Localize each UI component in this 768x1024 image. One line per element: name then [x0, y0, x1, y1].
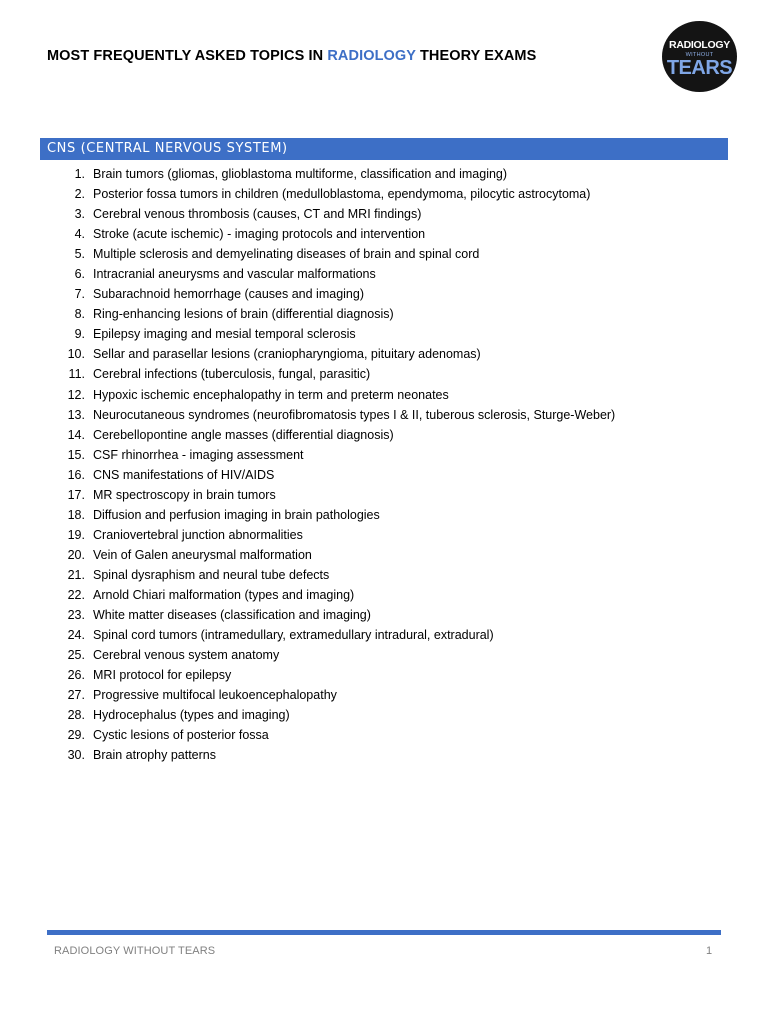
list-item-number: 12.	[67, 387, 85, 402]
list-item	[60, 745, 740, 765]
list-item-text: MRI protocol for epilepsy	[93, 668, 232, 683]
page-number: 1	[706, 945, 713, 957]
list-item-number: 15.	[67, 447, 85, 462]
list-item-number: 30.	[67, 748, 85, 763]
list-item-number: 2.	[74, 187, 85, 202]
list-item-text: Spinal dysraphism and neural tube defects	[93, 567, 330, 582]
title-prefix: MOST FREQUENTLY ASKED TOPICS IN	[47, 48, 328, 64]
list-item-text: Diffusion and perfusion imaging in brain pathologies	[93, 507, 380, 522]
list-item	[60, 304, 740, 324]
list-item-number: 8.	[74, 307, 85, 322]
list-item-text: Craniovertebral junction abnormalities	[93, 527, 303, 542]
list-item-number: 11.	[68, 367, 85, 382]
list-item-text: CNS manifestations of HIV/AIDS	[93, 467, 275, 482]
list-item	[60, 425, 740, 445]
list-item-number: 21.	[67, 567, 85, 582]
list-item-text: Epilepsy imaging and mesial temporal sclerosis	[93, 327, 356, 342]
list-item	[60, 665, 740, 685]
list-item-number: 7.	[74, 287, 85, 302]
list-item	[60, 585, 740, 605]
list-item-number: 27.	[67, 688, 85, 703]
list-item-text: Posterior fossa tumors in children (medulloblastoma, ependymoma, pilocytic astrocytoma)	[93, 187, 591, 202]
list-item	[60, 204, 740, 224]
list-item-text: Cerebral venous system anatomy	[93, 648, 280, 663]
list-item	[60, 685, 740, 705]
list-item-text: Vein of Galen aneurysmal malformation	[93, 547, 312, 562]
list-item-text: Stroke (acute ischemic) - imaging protocols and intervention	[93, 227, 426, 242]
list-item	[60, 705, 740, 725]
section-heading-cns: CNS (CENTRAL NERVOUS SYSTEM)	[40, 138, 728, 160]
list-item-number: 17.	[67, 487, 85, 502]
list-item	[60, 405, 740, 425]
radiology-without-tears-logo	[662, 21, 737, 92]
list-item-text: Hydrocephalus (types and imaging)	[93, 708, 290, 723]
list-item-number: 14.	[67, 427, 85, 442]
list-item	[60, 224, 740, 244]
list-item-number: 3.	[74, 207, 85, 222]
list-item-text: Cystic lesions of posterior fossa	[93, 728, 269, 743]
list-item-text: Cerebral venous thrombosis (causes, CT and MRI findings)	[93, 207, 422, 222]
list-item	[60, 645, 740, 665]
list-item-text: MR spectroscopy in brain tumors	[93, 487, 276, 502]
list-item-text: Ring-enhancing lesions of brain (differential diagnosis)	[93, 307, 394, 322]
list-item	[60, 364, 740, 384]
list-item-number: 22.	[67, 587, 85, 602]
list-item-text: Hypoxic ischemic encephalopathy in term and preterm neonates	[93, 387, 449, 402]
list-item	[60, 264, 740, 284]
list-item-number: 10.	[67, 347, 85, 362]
list-item-number: 29.	[67, 728, 85, 743]
list-item	[60, 485, 740, 505]
list-item	[60, 505, 740, 525]
list-item-text: Cerebellopontine angle masses (differential diagnosis)	[93, 427, 394, 442]
list-item	[60, 525, 740, 545]
footer-label: RADIOLOGY WITHOUT TEARS	[54, 945, 216, 957]
logo-line-tears: TEARS	[666, 57, 733, 79]
list-item-number: 4.	[74, 227, 85, 242]
list-item-number: 24.	[67, 628, 85, 643]
list-item-text: Sellar and parasellar lesions (craniopharyngioma, pituitary adenomas)	[93, 347, 481, 362]
list-item-text: White matter diseases (classification and imaging)	[93, 608, 371, 623]
list-item	[60, 164, 740, 184]
list-item-text: Progressive multifocal leukoencephalopathy	[93, 688, 337, 703]
list-item-text: Arnold Chiari malformation (types and imaging)	[93, 587, 355, 602]
list-item-text: Brain tumors (gliomas, glioblastoma multiforme, classification and imaging)	[93, 167, 508, 181]
list-item	[60, 725, 740, 745]
list-item	[60, 465, 740, 485]
list-item	[60, 344, 740, 364]
list-item-number: 26.	[67, 668, 85, 683]
list-item-number: 16.	[67, 467, 85, 482]
list-item-number: 1.	[74, 167, 85, 181]
list-item-number: 28.	[67, 708, 85, 723]
list-item-number: 19.	[67, 527, 85, 542]
list-item-text: Neurocutaneous syndromes (neurofibromatosis types I & II, tuberous sclerosis, Sturge-Weber)	[93, 407, 616, 422]
logo-line-radiology: RADIOLOGY	[669, 39, 730, 51]
list-item	[60, 184, 740, 204]
list-item-text: Multiple sclerosis and demyelinating diseases of brain and spinal cord	[93, 247, 480, 262]
logo-line-without: WITHOUT	[685, 52, 714, 58]
list-item	[60, 284, 740, 304]
list-item	[60, 324, 740, 344]
footer-divider	[47, 930, 721, 935]
list-item-number: 18.	[67, 507, 85, 522]
list-item-text: Subarachnoid hemorrhage (causes and imaging)	[93, 287, 364, 302]
list-item	[60, 445, 740, 465]
list-item-number: 25.	[67, 648, 85, 663]
list-item-number: 23.	[67, 608, 85, 623]
list-item-text: Brain atrophy patterns	[93, 748, 216, 763]
list-item	[60, 605, 740, 625]
list-item-number: 13.	[67, 407, 85, 422]
list-item-number: 6.	[74, 267, 85, 282]
list-item-number: 20.	[67, 547, 85, 562]
list-item	[60, 625, 740, 645]
list-item-text: Intracranial aneurysms and vascular malformations	[93, 267, 376, 282]
title-accent: RADIOLOGY	[327, 48, 416, 64]
list-item	[60, 565, 740, 585]
list-item-text: Spinal cord tumors (intramedullary, extramedullary intradural, extradural)	[93, 628, 494, 643]
list-item-number: 9.	[74, 327, 85, 342]
topic-list	[60, 164, 740, 765]
list-item	[60, 545, 740, 565]
list-item-number: 5.	[74, 247, 85, 262]
list-item-text: CSF rhinorrhea - imaging assessment	[93, 447, 304, 462]
page-title	[47, 48, 536, 64]
list-item	[60, 244, 740, 264]
title-suffix: THEORY EXAMS	[415, 48, 537, 64]
list-item-text: Cerebral infections (tuberculosis, fungal, parasitic)	[93, 367, 371, 382]
list-item	[60, 385, 740, 405]
